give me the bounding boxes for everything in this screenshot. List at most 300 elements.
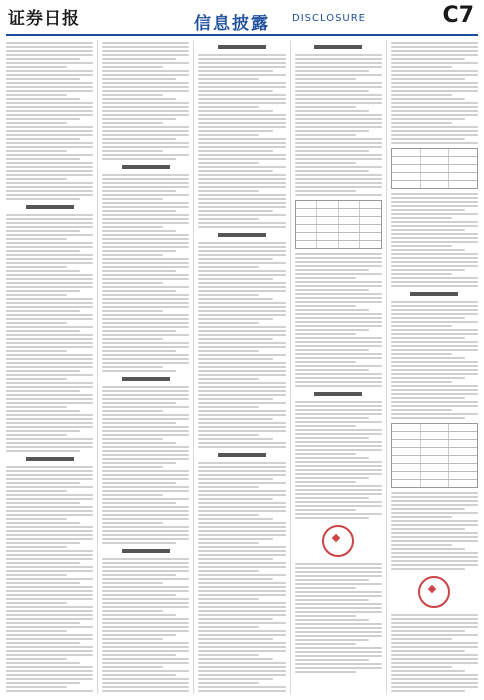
text-line [295, 86, 382, 88]
text-line [295, 317, 382, 319]
text-line [6, 686, 67, 688]
text-line [295, 461, 382, 463]
text-line [295, 58, 382, 60]
text-line [6, 398, 93, 400]
text-line [6, 574, 67, 576]
text-line [6, 318, 93, 320]
table-cell [296, 241, 318, 248]
text-line [391, 393, 478, 395]
text-line [295, 62, 382, 64]
text-line [198, 294, 259, 296]
text-line [295, 627, 382, 629]
text-line [102, 58, 176, 60]
text-line [295, 369, 369, 371]
text-line [6, 110, 93, 112]
text-line [6, 486, 93, 488]
text-line [6, 134, 93, 136]
text-line [391, 325, 452, 327]
text-line [295, 501, 382, 503]
text-line [295, 273, 382, 275]
text-line [102, 666, 163, 668]
paper-name: 证券日报 [8, 9, 80, 29]
text-line [391, 508, 465, 510]
text-line [198, 170, 272, 172]
text-line [6, 578, 93, 580]
text-line [198, 270, 285, 272]
table-cell [449, 432, 477, 439]
text-line [6, 382, 93, 384]
table-row [392, 424, 477, 432]
text-line [102, 398, 189, 400]
text-line [295, 481, 356, 483]
text-line [6, 522, 80, 524]
text-line [102, 538, 189, 540]
table-cell [360, 209, 381, 216]
text-line [295, 497, 369, 499]
text-line [6, 74, 93, 76]
text-line [391, 309, 478, 311]
text-line [6, 126, 93, 128]
text-line [391, 42, 478, 44]
text-line [6, 474, 93, 476]
text-line [295, 74, 382, 76]
text-line [6, 302, 93, 304]
text-line [6, 610, 93, 612]
text-line [6, 434, 67, 436]
section-heading [295, 392, 382, 398]
text-line [102, 314, 189, 316]
text-line [391, 321, 478, 323]
text-line [102, 478, 189, 480]
text-line [295, 667, 382, 669]
text-line [6, 258, 93, 260]
text-line [102, 270, 176, 272]
table-row [392, 480, 477, 487]
text-line [391, 666, 452, 668]
text-line [102, 118, 176, 120]
text-line [6, 654, 93, 656]
text-line [198, 606, 285, 608]
text-line [391, 349, 478, 351]
table-cell [360, 241, 381, 248]
text-line [102, 622, 189, 624]
text-line [198, 186, 285, 188]
text-line [6, 346, 93, 348]
text-line [102, 290, 176, 292]
text-line [102, 386, 189, 388]
text-line [391, 568, 465, 570]
text-line [391, 401, 478, 403]
table-cell [392, 173, 421, 180]
text-line [102, 558, 189, 560]
text-line [6, 446, 93, 448]
section-heading [6, 205, 93, 211]
text-line [391, 353, 452, 355]
text-line [102, 390, 189, 392]
text-line [102, 406, 189, 408]
text-line [198, 342, 285, 344]
text-line [198, 674, 285, 676]
text-line [391, 46, 478, 48]
text-line [102, 94, 163, 96]
text-line [295, 441, 382, 443]
table-cell [421, 480, 450, 487]
text-line [391, 197, 478, 199]
text-line [198, 322, 259, 324]
text-line [391, 253, 478, 255]
text-line [391, 134, 478, 136]
text-line [102, 526, 189, 528]
text-line [198, 514, 259, 516]
text-line [295, 78, 356, 80]
text-line [391, 138, 465, 140]
text-line [391, 102, 478, 104]
text-line [198, 198, 285, 200]
table-cell [421, 440, 450, 447]
text-line [295, 639, 369, 641]
text-line [295, 619, 369, 621]
table-cell [449, 472, 477, 479]
text-line [391, 634, 478, 636]
text-line [6, 54, 93, 56]
text-line [198, 578, 272, 580]
text-line [391, 94, 452, 96]
text-line [295, 162, 356, 164]
text-line [391, 528, 465, 530]
text-line [391, 556, 478, 558]
text-line [198, 370, 285, 372]
table-row [392, 472, 477, 480]
table-cell [392, 448, 421, 455]
text-line [198, 126, 285, 128]
text-line [6, 546, 67, 548]
text-line [198, 554, 285, 556]
text-line [102, 130, 189, 132]
text-line [198, 490, 285, 492]
table-row [296, 209, 381, 217]
table-cell [339, 209, 361, 216]
column-1 [6, 40, 93, 694]
text-line [6, 442, 93, 444]
text-line [295, 651, 382, 653]
text-line [198, 214, 285, 216]
text-line [6, 266, 67, 268]
text-line [6, 430, 80, 432]
text-line [391, 520, 478, 522]
text-line [391, 217, 452, 219]
text-line [391, 142, 478, 144]
text-line [102, 594, 176, 596]
text-line [198, 142, 285, 144]
text-line [102, 286, 189, 288]
text-line [6, 354, 93, 356]
text-line [295, 505, 382, 507]
text-line [102, 542, 176, 544]
text-line [391, 646, 478, 648]
text-line [295, 623, 382, 625]
text-line [102, 446, 189, 448]
text-line [102, 682, 189, 684]
text-line [391, 618, 478, 620]
text-line [295, 66, 382, 68]
table-cell [360, 201, 381, 208]
text-line [295, 265, 382, 267]
text-line [295, 663, 382, 665]
text-line [102, 494, 163, 496]
text-line [6, 650, 93, 652]
text-line [6, 526, 93, 528]
text-line [102, 506, 189, 508]
text-line [102, 182, 189, 184]
text-line [391, 70, 478, 72]
text-line [102, 190, 176, 192]
text-line [391, 512, 478, 514]
text-line [198, 318, 272, 320]
text-line [295, 401, 382, 403]
text-line [6, 590, 93, 592]
text-line [102, 126, 189, 128]
text-line [6, 582, 80, 584]
text-line [391, 130, 478, 132]
text-line [102, 146, 189, 148]
text-line [198, 90, 272, 92]
section-heading [391, 292, 478, 298]
text-line [102, 458, 189, 460]
text-line [6, 142, 93, 144]
text-line [102, 674, 176, 676]
text-line [391, 241, 478, 243]
text-line [6, 414, 93, 416]
text-line [198, 330, 285, 332]
text-line [391, 564, 478, 566]
text-line [6, 554, 93, 556]
text-line [102, 422, 176, 424]
text-line [102, 486, 189, 488]
text-line [102, 570, 189, 572]
text-line [6, 530, 93, 532]
text-line [391, 285, 478, 287]
text-line [102, 234, 189, 236]
text-line [102, 318, 189, 320]
text-line [6, 658, 67, 660]
text-line [198, 290, 285, 292]
text-line [102, 142, 189, 144]
text-line [295, 305, 356, 307]
text-line [6, 338, 93, 340]
text-line [102, 418, 189, 420]
text-line [6, 566, 93, 568]
text-line [391, 658, 478, 660]
section-title-en: DISCLOSURE [292, 13, 366, 24]
text-line [6, 602, 67, 604]
text-line [6, 174, 93, 176]
masthead [6, 4, 478, 38]
text-line [6, 46, 93, 48]
text-line [6, 138, 80, 140]
heading-bar [218, 233, 266, 237]
text-line [6, 226, 93, 228]
text-line [391, 50, 478, 52]
text-line [295, 405, 382, 407]
text-line [102, 90, 189, 92]
text-line [102, 298, 189, 300]
text-line [6, 670, 93, 672]
text-line [295, 269, 369, 271]
text-line [295, 453, 356, 455]
text-line [6, 82, 93, 84]
text-line [6, 230, 80, 232]
text-line [198, 574, 285, 576]
table-cell [296, 233, 318, 240]
text-line [6, 238, 67, 240]
text-line [198, 610, 285, 612]
table-cell [296, 217, 318, 224]
text-line [295, 631, 382, 633]
text-line [295, 289, 369, 291]
table-row [296, 201, 381, 209]
text-line [6, 62, 93, 64]
text-line [102, 230, 176, 232]
text-line [6, 626, 93, 628]
text-line [102, 278, 189, 280]
text-line [102, 330, 176, 332]
text-line [295, 433, 382, 435]
text-line [102, 178, 189, 180]
text-line [198, 498, 272, 500]
text-line [391, 690, 465, 692]
text-line [198, 654, 259, 656]
text-line [295, 591, 382, 593]
text-line [102, 490, 189, 492]
table-cell [339, 201, 361, 208]
text-line [295, 349, 369, 351]
text-line [295, 325, 382, 327]
text-line [198, 158, 285, 160]
text-line [295, 493, 382, 495]
text-line [6, 158, 80, 160]
text-line [6, 146, 93, 148]
text-line [295, 297, 382, 299]
text-line [198, 398, 272, 400]
text-line [391, 504, 478, 506]
text-line [198, 402, 285, 404]
text-line [102, 562, 189, 564]
text-line [102, 634, 176, 636]
table-cell [421, 448, 450, 455]
text-line [102, 134, 189, 136]
text-line [295, 138, 382, 140]
text-line [198, 286, 285, 288]
text-line [391, 560, 478, 562]
text-line [295, 413, 382, 415]
text-line [295, 126, 382, 128]
text-line [198, 66, 285, 68]
text-line [198, 394, 285, 396]
text-line [6, 418, 93, 420]
text-line [198, 466, 285, 468]
table-cell [392, 464, 421, 471]
text-line [102, 110, 189, 112]
text-line [391, 78, 465, 80]
text-line [6, 270, 80, 272]
table-row [296, 241, 381, 248]
text-line [295, 150, 369, 152]
text-line [198, 638, 272, 640]
text-line [102, 450, 189, 452]
text-line [198, 442, 285, 444]
text-line [295, 567, 382, 569]
text-line [295, 465, 382, 467]
table-cell [392, 480, 421, 487]
text-line [295, 437, 369, 439]
column-separator [386, 40, 387, 694]
text-line [198, 338, 272, 340]
text-line [198, 278, 272, 280]
text-line [295, 281, 382, 283]
text-line [102, 254, 163, 256]
text-line [295, 583, 382, 585]
text-line [102, 342, 189, 344]
table-cell [421, 424, 450, 431]
text-line [6, 598, 93, 600]
text-line [198, 58, 285, 60]
text-line [295, 607, 382, 609]
text-line [102, 70, 189, 72]
text-line [391, 377, 465, 379]
text-line [102, 222, 189, 224]
text-line [198, 274, 285, 276]
text-line [295, 110, 369, 112]
text-line [102, 158, 176, 160]
table-cell [296, 209, 318, 216]
text-line [295, 473, 382, 475]
text-line [102, 686, 189, 688]
text-line [6, 378, 67, 380]
text-line [198, 62, 285, 64]
column-2 [102, 40, 189, 694]
text-line [102, 482, 176, 484]
text-line [102, 530, 189, 532]
text-line [198, 182, 285, 184]
text-line [295, 575, 382, 577]
table-cell [449, 173, 477, 180]
text-line [198, 566, 285, 568]
text-line [198, 94, 285, 96]
heading-bar [314, 392, 362, 396]
text-line [102, 302, 189, 304]
text-line [6, 646, 93, 648]
text-line [295, 587, 356, 589]
text-line [391, 74, 478, 76]
text-line [295, 329, 369, 331]
text-line [102, 74, 189, 76]
heading-bar [26, 205, 74, 209]
text-line [198, 122, 285, 124]
text-line [295, 166, 382, 168]
text-line [198, 438, 272, 440]
text-line [198, 666, 285, 668]
text-line [391, 638, 452, 640]
text-line [198, 222, 285, 224]
header-rule [6, 34, 478, 36]
text-line [198, 598, 259, 600]
heading-bar [122, 549, 170, 553]
text-line [198, 690, 285, 692]
text-line [102, 206, 189, 208]
text-line [6, 662, 80, 664]
text-line [198, 494, 285, 496]
table-cell [317, 217, 339, 224]
